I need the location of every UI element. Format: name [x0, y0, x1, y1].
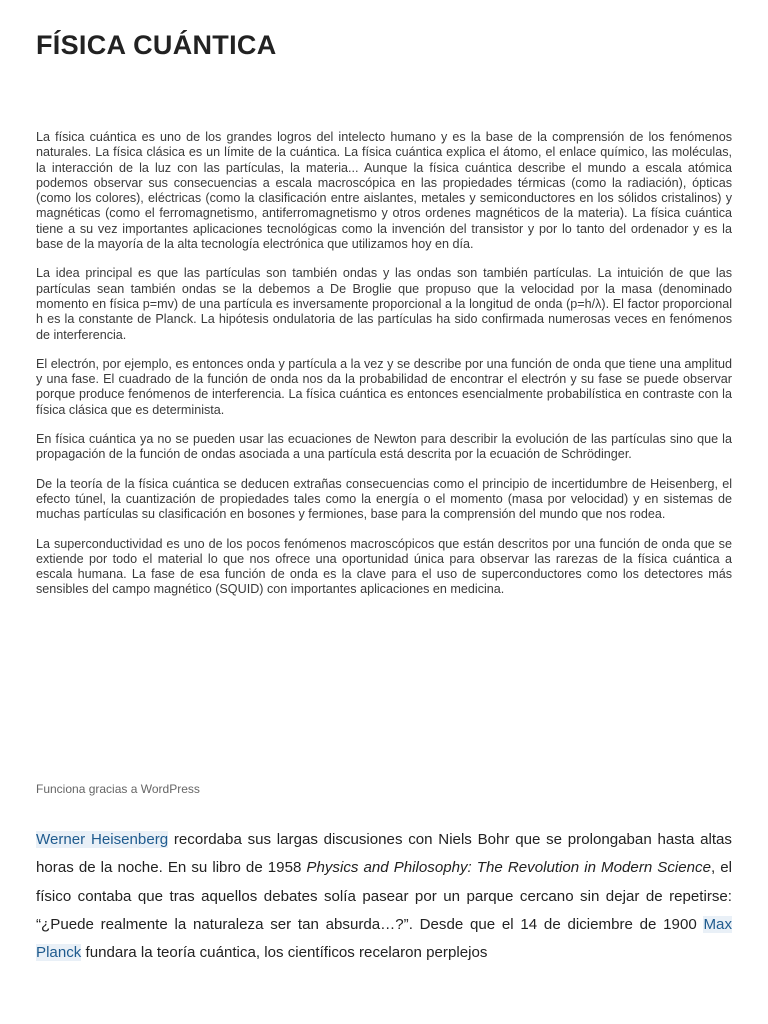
- article-text: fundara la teoría cuántica, los científicos recelaron perplejos: [81, 944, 488, 962]
- wordpress-link[interactable]: WordPress: [140, 782, 200, 796]
- footer-credit: [36, 782, 200, 796]
- page-title: FÍSICA CUÁNTICA: [36, 30, 277, 60]
- article-text: recordaba sus largas discusiones con Niels Bohr que se prolongaban hasta altas horas de la noche. En su libro de 1958: [36, 831, 732, 877]
- heisenberg-link[interactable]: Werner Heisenberg: [36, 831, 169, 848]
- body-text: [36, 130, 732, 612]
- paragraph: La idea principal es que las partículas son también ondas y las ondas son también partículas. La intuición de que las partículas sean también ondas se la debemos a De Broglie que propuso que la velocidad por la masa (denominado momento en física p=mv) de una partícula es inversamente proporcional a la longitud de onda (p=h/λ). El factor proporcional h es la constante de Planck. La hipótesis ondulatoria de las partículas ha sido confirmada numerosas veces en fenómenos de interferencia.: [36, 266, 732, 342]
- article-text: , el físico contaba que tras aquellos debates solía pasear por un parque cercano sin dejar de repetirse: “¿Puede realmente la naturaleza ser tan absurda…?”. Desde que el 14 de diciembre de 1900: [36, 859, 732, 933]
- paragraph: La superconductividad es uno de los pocos fenómenos macroscópicos que están descritos por una función de onda que se extiende por todo el material lo que nos ofrece una oportunidad única para observar las rarezas de la física cuántica a escala humana. La fase de esa función de onda es la clave para el uso de superconductores como los detectores más sensibles del campo magnético (SQUID) con importantes aplicaciones en medicina.: [36, 536, 732, 597]
- book-title: Physics and Philosophy: The Revolution in Modern Science: [306, 859, 711, 877]
- paragraph: El electrón, por ejemplo, es entonces onda y partícula a la vez y se describe por una función de onda que tiene una amplitud y una fase. El cuadrado de la función de onda nos da la probabilidad de encontrar el electrón y su fase se puede observar porque produce fenómenos de interferencia. La física cuántica es entonces esencialmente probabilística en contraste con la física clásica que es determinista.: [36, 356, 732, 417]
- article-paragraph: [36, 826, 732, 967]
- paragraph: La física cuántica es uno de los grandes logros del intelecto humano y es la base de la comprensión de los fenómenos naturales. La física clásica es un límite de la cuántica. La física cuántica explica el átomo, el enlace químico, las moléculas, la interacción de la luz con las partículas, la materia... Aunque la física cuántica describe el mundo a escala atómica podemos observar sus consecuencias a escala macroscópica en las propiedades térmicas (como la radiación), ópticas (como los colores), eléctricas (como la clasificación entre aislantes, metales y semiconductores en los sólidos cristalinos) y magnéticas (como el ferromagnetismo, antiferromagnetismo y otros ordenes magnéticos de la materia). La física cuántica tiene a su vez importantes aplicaciones tecnológicas como la invención del transistor y por lo tanto del ordenador y es la base de la mayoría de la alta tecnología electrónica que utilizamos hoy en día.: [36, 130, 732, 252]
- paragraph: De la teoría de la física cuántica se deducen extrañas consecuencias como el principio de incertidumbre de Heisenberg, el efecto túnel, la cuantización de propiedades tales como la energía o el momento (masa por velocidad) y en sistemas de muchas partículas su clasificación en bosones y fermiones, base para la comprensión del mundo que nos rodea.: [36, 476, 732, 522]
- planck-link[interactable]: Max Planck: [36, 915, 732, 962]
- article-excerpt: [36, 826, 732, 967]
- paragraph: En física cuántica ya no se pueden usar las ecuaciones de Newton para describir la evolución de las partículas sino que la propagación de la función de ondas asociada a una partícula está descrita por la ecuación de Schrödinger.: [36, 432, 732, 462]
- credit-prefix: Funciona gracias a: [36, 782, 141, 796]
